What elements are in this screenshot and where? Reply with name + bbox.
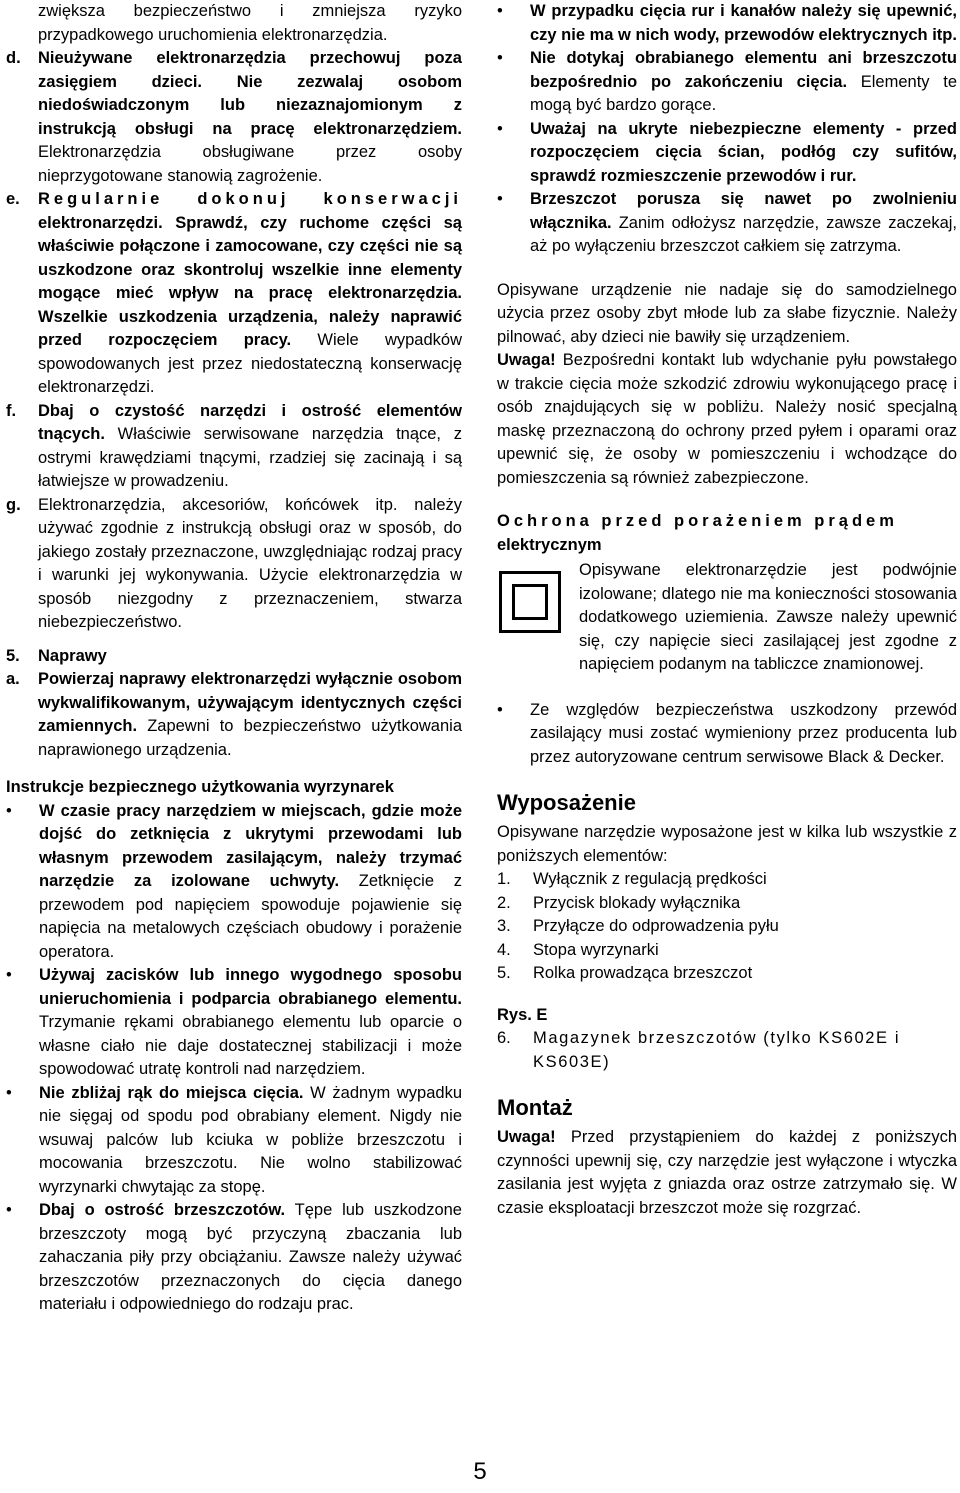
bullet-item: • Uważaj na ukryte niebezpieczne elementy - przed rozpoczęciem cięcia ścian, podłóg czy sufitów, sprawdź rozmieszczenie przewodów i rur.	[497, 119, 957, 185]
equipment-intro: Opisywane narzędzie wyposażone jest w kilka lub wszystkie z poniższych elementów:	[497, 823, 957, 865]
children-paragraph: Opisywane urządzenie nie nadaje się do samodzielnego użycia przez osoby zbyt młode lub za słabe fizycznie. Należy pilnować, aby dzieci nie bawiły się urządzeniem.	[497, 280, 957, 346]
item-f: f. Dbaj o czystość narzędzi i ostrość elementów tnących. Właściwie serwisowane narzędzia tnące, z ostrymi krawędziami tnącymi, rzadziej się zacinają i są łatwiejsze w prowadzeniu.	[6, 400, 462, 494]
assembly-heading: Montaż	[497, 1095, 573, 1120]
bullet-item: • Nie dotykaj obrabianego elementu ani brzeszczotu bezpośrednio po zakończeniu cięcia. Elementy te mogą być bardzo gorące.	[497, 49, 957, 114]
list-item: 5. Rolka prowadząca brzeszczot	[497, 964, 753, 982]
right-column	[497, 0, 957, 1220]
bullet-item: • W przypadku cięcia rur i kanałów należy się upewnić, czy nie ma w nich wody, przewodów elektrycznych itp.	[497, 2, 957, 44]
bullet-item: • W czasie pracy narzędziem w miejscach, gdzie może dojść do zetknięcia z ukrytymi przewodami lub własnym przewodem zasilającym, należy trzymać narzędzie za izolowane uchwyty. Zetknięcie z przewodem pod napięciem spowoduje pojawienie się napięcia na metalowych częściach obudowy i porażenie operatora.	[6, 801, 462, 961]
double-insulation-icon	[499, 571, 561, 633]
section-5-heading: 5. Naprawy	[6, 646, 107, 665]
bullet-item: • Ze względów bezpieczeństwa uszkodzony przewód zasilający musi zostać wymieniony przez producenta lub przez autoryzowane centrum serwisowe Black & Decker.	[497, 700, 957, 766]
item-d: d. Nieużywane elektronarzędzia przechowuj poza zasięgiem dzieci. Nie zezwalaj osobom niedoświadczonym lub niezaznajomionym z instrukcją obsługi na pracę elektronarzędziem. Elektronarzędzia obsługiwane przez osoby nieprzygotowane stanowią zagrożenie.	[6, 47, 462, 188]
list-item: 4. Stopa wyrzynarki	[497, 940, 659, 959]
item-a: a. Powierzaj naprawy elektronarzędzi wyłącznie osobom wykwalifikowanym, używającym identycznych części zamiennych. Zapewni to bezpieczeństwo użytkowania naprawionego urządzenia.	[6, 668, 462, 762]
saw-safety-heading: Instrukcje bezpiecznego użytkowania wyrzynarek	[6, 778, 394, 796]
equipment-list	[497, 868, 957, 986]
item-label: f.	[6, 401, 17, 420]
figure-label: Rys. E	[497, 1005, 548, 1024]
item-label: d.	[6, 49, 21, 67]
item-e: e. Regularnie dokonuj konserwacji elektronarzędzi. Sprawdź, czy ruchome części są właściwie połączone i zamocowane, czy części nie są uszkodzone oraz skontroluj wszelkie inne elementy mogące mieć wpływ na pracę elektronarzędzia. Wszelkie uszkodzenia urządzenia, należy naprawić przed rozpoczęciem pracy. Wiele wypadków spowodowanych jest przez niedostateczną konserwację elektronarzędzi.	[6, 188, 462, 400]
left-column	[6, 0, 462, 1317]
bullet-item: • Nie zbliżaj rąk do miejsca cięcia. W żadnym wypadku nie sięgaj od spodu pod obrabiany element. Nigdy nie wsuwaj palców lub kciuka w pobliże brzeszczotu i mocowania brzeszczotu. Nie wolno stabilizować wyrzynarki chwytając za stopę.	[6, 1083, 462, 1196]
bullet-item: • Brzeszczot porusza się nawet po zwolnieniu włącznika. Zanim odłożysz narzędzie, zawsze zaczekaj, aż po wyłączeniu brzeszczot całkiem się zatrzyma.	[497, 190, 957, 255]
item-g: g. Elektronarzędzia, akcesoriów, końcówek itp. należy używać zgodnie z instrukcją obsługi oraz w sposób, do jakiego zostały przeznaczone, uwzględniając rodzaj pracy i warunki jej wykonywania. Użycie elektronarzędzia w sposób niezgodny z przeznaczeniem, stwarza niebezpieczeństwo.	[6, 494, 462, 635]
page-number: 5	[473, 1458, 487, 1485]
electric-safety-heading: Ochrona przed porażeniem prądem elektrycznym	[497, 512, 898, 554]
list-item: 1. Wyłącznik z regulacją prędkości	[497, 870, 767, 888]
assembly-paragraph: Uwaga! Przed przystąpieniem do każdej z poniższych czynności upewnij się, czy narzędzie jest wyłączone i wtyczka zasilania jest wyjęta z gniazda oraz ostrze zatrzymało się. W czasie eksploatacji brzeszczot może się rozgrzać.	[497, 1128, 957, 1217]
equipment-heading: Wyposażenie	[497, 790, 636, 815]
bullet-item: • Używaj zacisków lub innego wygodnego sposobu unieruchomienia i podparcia obrabianego elementu. Trzymanie rękami obrabianego elementu lub oparcie o własne ciało nie daje dostatecznej stabilizacji i może spowodować utratę kontroli nad narzędziem.	[6, 966, 462, 1078]
paragraph-c-continued: zwiększa bezpieczeństwo i zmniejsza ryzyko przypadkowego uruchomienia elektronarzędzia.	[38, 2, 462, 44]
double-insulation-block: Opisywane elektronarzędzie jest podwójnie izolowane; dlatego nie ma konieczności stosowania dodatkowego uziemienia. Zawsze należy upewnić się, czy napięcie sieci zasilającej jest zgodne z napięciem podanym na tabliczce znamionowej.	[497, 559, 957, 677]
item-label: a.	[6, 670, 20, 688]
list-item: 3. Przyłącze do odprowadzenia pyłu	[497, 917, 779, 935]
list-item: 6. Magazynek brzeszczotów (tylko KS602E i KS603E)	[497, 1029, 901, 1071]
dust-warning-paragraph: Uwaga! Bezpośredni kontakt lub wdychanie pyłu powstałego w trakcie cięcia może szkodzić zdrowiu wykonującego pracę i osób znajdujących się w pobliżu. Należy nosić specjalną maskę przeznaczoną do ochrony przed pyłem i oparami oraz upewnić się, że osoby w pomieszczeniu i wchodzące do pomieszczenia są również zabezpieczone.	[497, 351, 957, 487]
item-label: e.	[6, 190, 20, 208]
bullet-item: • Dbaj o ostrość brzeszczotów. Tępe lub uszkodzone brzeszczoty mogą być przyczyną zbaczania lub zahaczania piły przy obciążaniu. Zawsze należy używać brzeszczotów przeznaczonych do cięcia danego materiału i odpowiedniego do rodzaju prac.	[6, 1201, 462, 1313]
list-item: 2. Przycisk blokady wyłącznika	[497, 893, 741, 912]
item-label: g.	[6, 495, 21, 514]
